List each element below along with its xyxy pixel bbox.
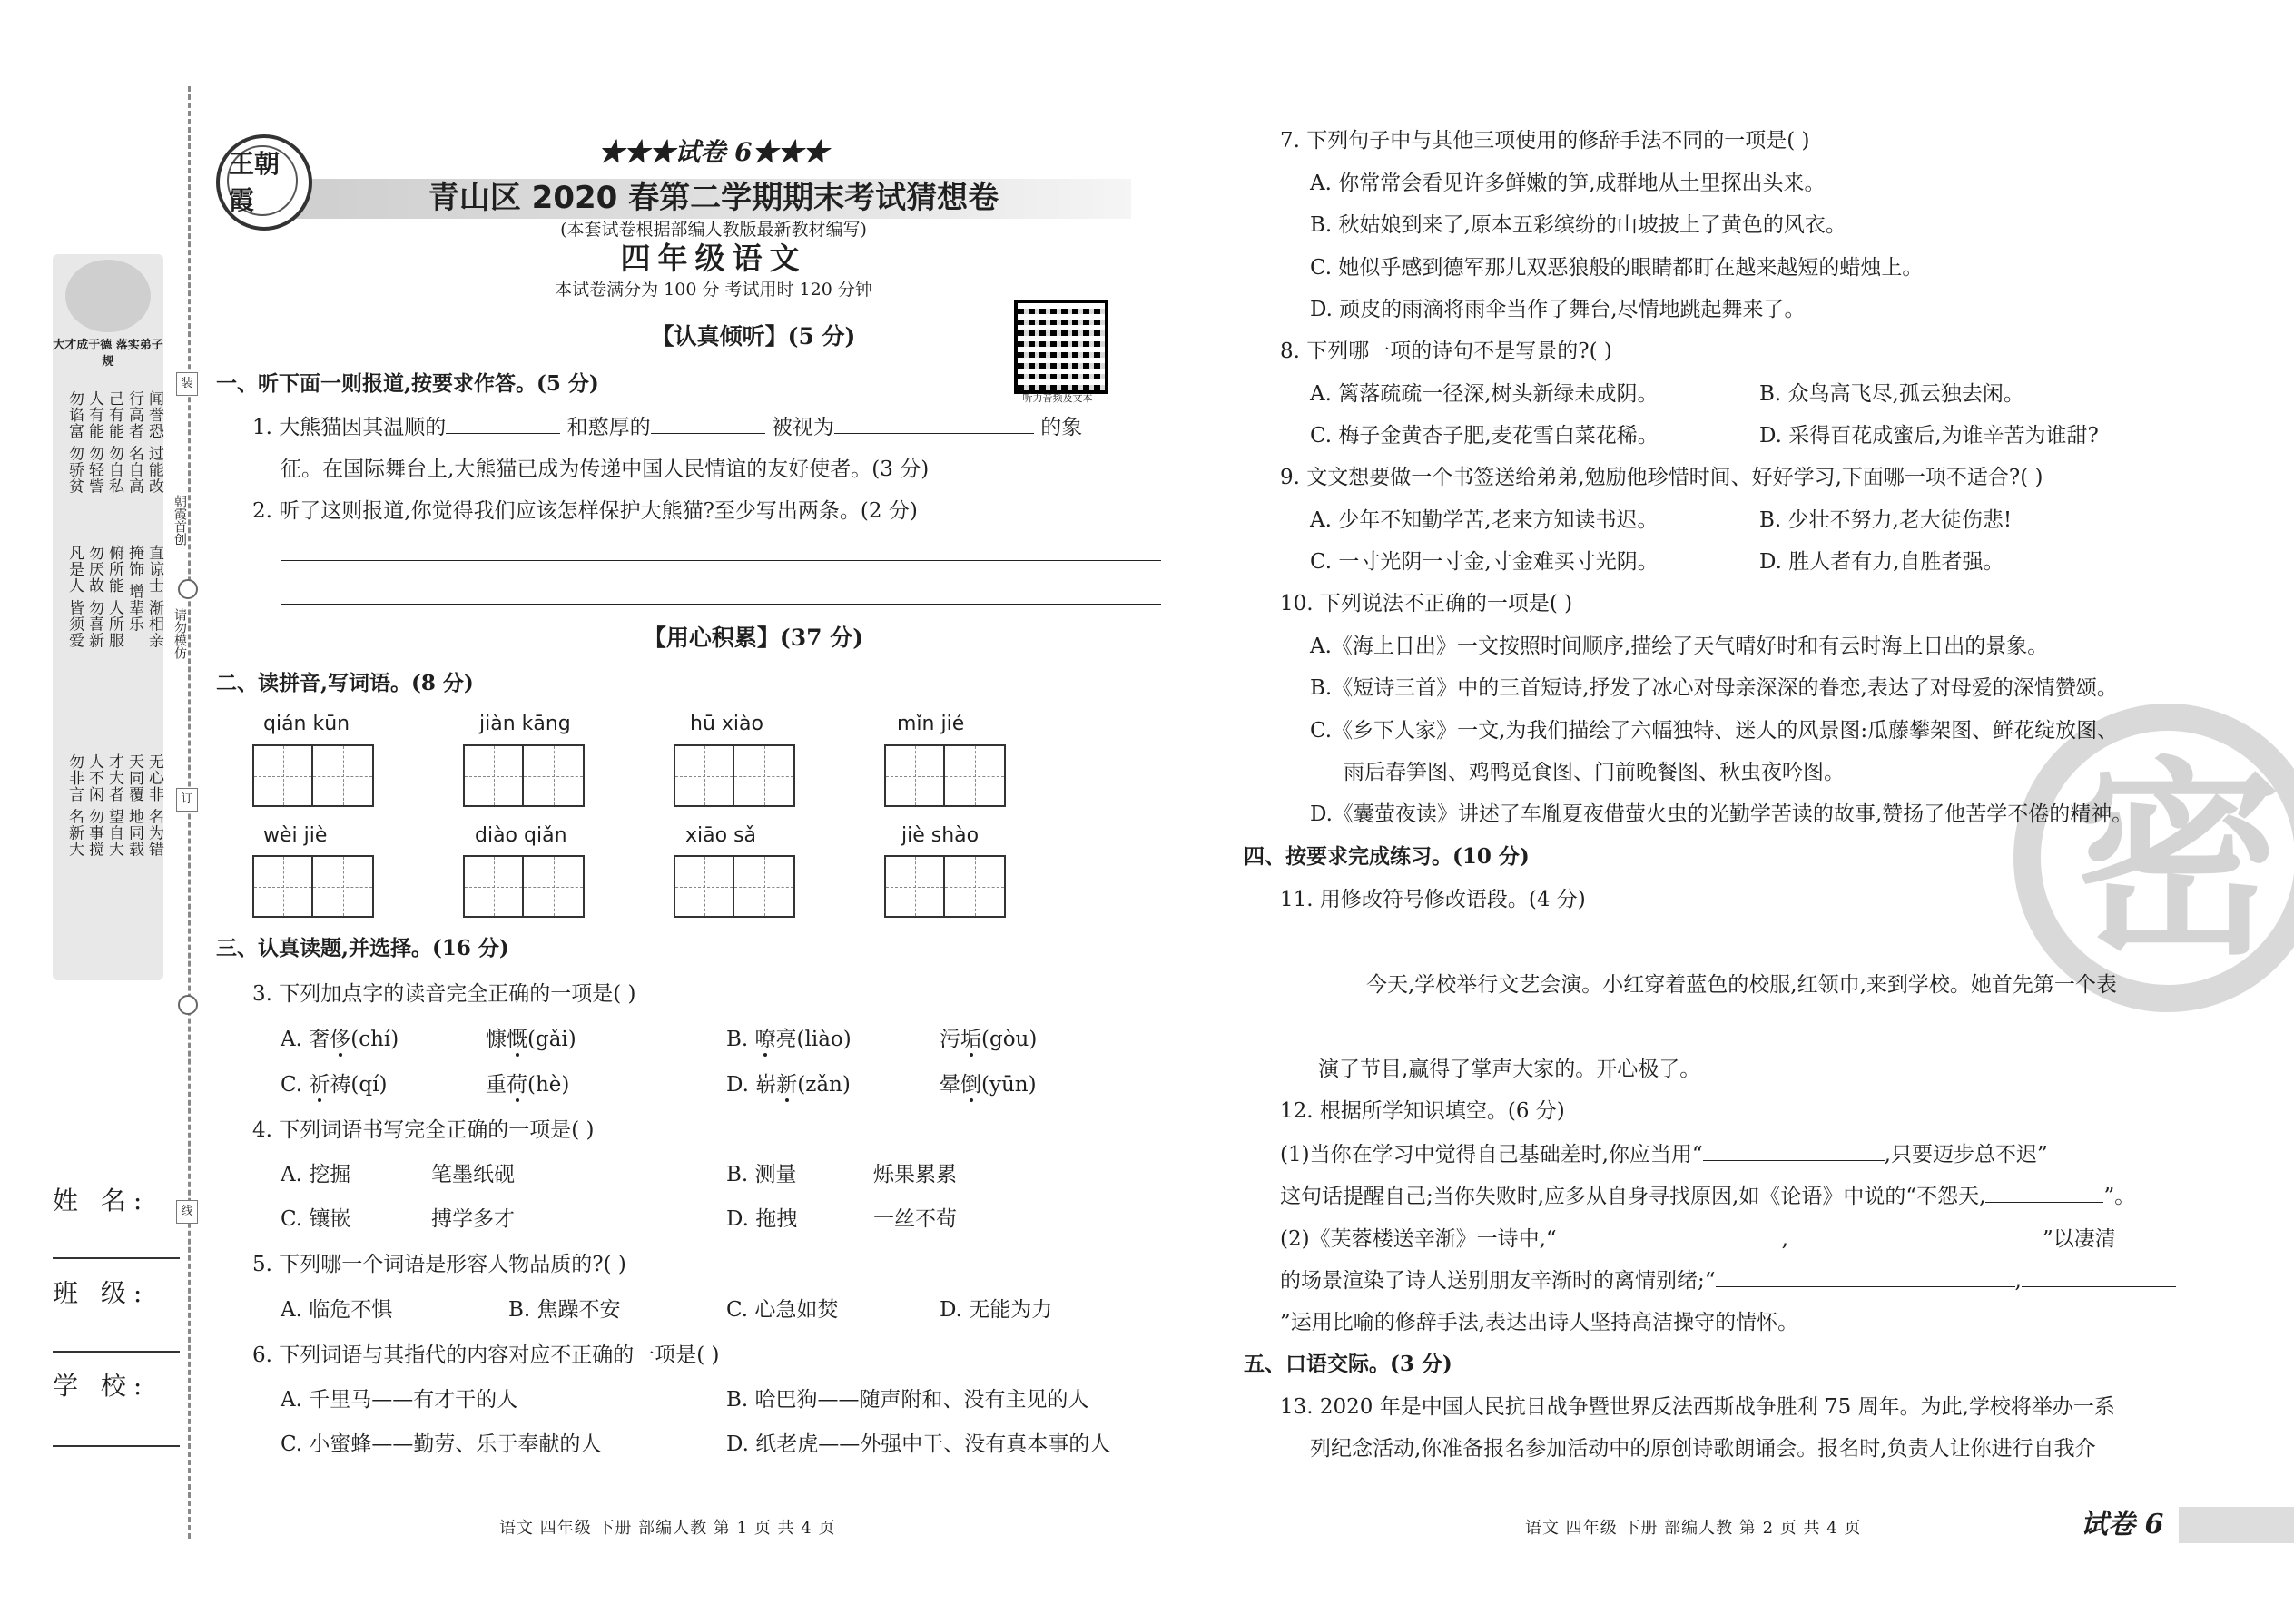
pinyin: qián kūn <box>263 713 350 735</box>
q6-option-d[interactable]: D. 纸老虎——外强中干、没有真本事的人 <box>726 1432 1111 1456</box>
writing-grid[interactable] <box>674 744 795 807</box>
q3-option-d[interactable]: D. 崭新(zǎn) <box>726 1073 851 1097</box>
q4-option-a2: 笔墨纸砚 <box>431 1163 515 1186</box>
q7-option-a[interactable]: A. 你常常会看见许多鲜嫩的笋,成群地从土里探出头来。 <box>1310 172 1826 195</box>
motto-column: 闻誉恐 过能改 <box>145 390 163 495</box>
q3: 3. 下列加点字的读音完全正确的一项是( ) <box>252 982 636 1006</box>
scholar-illustration <box>65 260 151 332</box>
q4-option-c[interactable]: C. 镶嵌 <box>281 1207 351 1231</box>
writing-grid[interactable] <box>252 855 374 918</box>
q8-option-c[interactable]: C. 梅子金黄杏子肥,麦花雪白菜花稀。 <box>1310 424 1659 448</box>
q10-option-c[interactable]: C.《乡下人家》一文,为我们描绘了六幅独特、迷人的风景图:瓜藤攀架图、鲜花绽放图、 <box>1310 719 2119 743</box>
q9-option-a[interactable]: A. 少年不知勤学苦,老来方知读书迟。 <box>1310 508 1659 532</box>
strip-text: 朝霞首创 <box>172 495 187 546</box>
q8-option-d[interactable]: D. 采得百花成蜜后,为谁辛苦为谁甜? <box>1759 424 2099 448</box>
pinyin: hū xiào <box>690 713 763 735</box>
motto-column: 行高者 名自高 <box>125 390 143 495</box>
q2: 2. 听了这则报道,你觉得我们应该怎样保护大熊猫?至少写出两条。(2 分) <box>252 499 918 523</box>
q9-option-d[interactable]: D. 胜人者有力,自胜者强。 <box>1759 550 2004 574</box>
binding-tag: 线 <box>176 1200 198 1224</box>
q3-option-a2: 慷慨(gǎi) <box>486 1028 576 1051</box>
q3-option-c2: 重荷(hè) <box>486 1073 570 1097</box>
q6-option-b[interactable]: B. 哈巴狗——随声附和、没有主见的人 <box>726 1388 1089 1412</box>
motto-column: 俯所能 人所服 <box>105 545 123 649</box>
q7-option-c[interactable]: C. 她似乎感到德军那儿双恶狼般的眼睛都盯在越来越短的蜡烛上。 <box>1310 256 1924 280</box>
pinyin: xiāo sǎ <box>685 824 757 847</box>
motto-column: 掩饰 增辈乐 <box>125 545 143 633</box>
motto-column: 天同覆 地同载 <box>125 753 143 858</box>
motto-column: 人有能 勿轻訾 <box>85 390 103 495</box>
binding-line <box>188 86 191 1539</box>
qr-code-icon[interactable] <box>1014 300 1108 394</box>
q3-option-c[interactable]: C. 祈祷(qí) <box>281 1073 388 1097</box>
writing-grid[interactable] <box>463 855 585 918</box>
q10-option-a[interactable]: A.《海上日出》一文按照时间顺序,描绘了天气晴好时和有云时海上日出的景象。 <box>1310 635 2049 658</box>
q4-option-a[interactable]: A. 挖掘 <box>281 1163 351 1186</box>
part-listening: 【认真倾听】(5 分) <box>651 323 856 349</box>
q12-part2-cont: 的场景渲染了诗人送别朋友辛渐时的离情别绪;“ , <box>1280 1266 2176 1294</box>
q5-option-c[interactable]: C. 心急如焚 <box>726 1298 839 1322</box>
binding-hole <box>178 995 198 1015</box>
q10-option-c-cont: 雨后春笋图、鸡鸭觅食图、门前晚餐图、秋虫夜吟图。 <box>1344 761 1845 784</box>
writing-grid[interactable] <box>884 855 1006 918</box>
q11: 11. 用修改符号修改语段。(4 分) <box>1280 888 1586 911</box>
logo-text: 王朝霞 <box>227 145 298 216</box>
q8-option-b[interactable]: B. 众鸟高飞尽,孤云独去闲。 <box>1759 382 2024 406</box>
corner-band <box>2179 1507 2294 1543</box>
q9: 9. 文文想要做一个书签送给弟弟,勉励他珍惜时间、好好学习,下面哪一项不适合?( ) <box>1280 466 2043 489</box>
q12-part1: (1)当你在学习中觉得自己基础差时,你应当用“ ,只要迈步总不迟” <box>1280 1140 2048 1168</box>
q9-option-b[interactable]: B. 少壮不努力,老大徒伤悲! <box>1759 508 2013 532</box>
score-info: 本试卷满分为 100 分 考试用时 120 分钟 <box>555 280 872 300</box>
q1-cont: 征。在国际舞台上,大熊猫已成为传递中国人民情谊的友好使者。(3 分) <box>281 458 930 481</box>
part-accumulation: 【用心积累】(37 分) <box>643 625 864 651</box>
q5-option-b[interactable]: B. 焦躁不安 <box>508 1298 621 1322</box>
q11-passage-line2[interactable]: 演了节目,赢得了掌声大家的。开心极了。 <box>1318 1058 1701 1081</box>
q10-option-b[interactable]: B.《短诗三首》中的三首短诗,抒发了冰心对母亲深深的眷恋,表达了对母爱的深情赞颂。 <box>1310 676 2118 700</box>
q13: 13. 2020 年是中国人民抗日战争暨世界反法西斯战争胜利 75 周年。为此,学校将举办一系 <box>1280 1395 2115 1419</box>
q12: 12. 根据所学知识填空。(6 分) <box>1280 1099 1565 1123</box>
binding-tag: 装 <box>176 372 198 396</box>
section-1: 一、听下面一则报道,按要求作答。(5 分) <box>216 371 599 396</box>
exam-subject: 四年级语文 <box>620 241 807 276</box>
section-4: 四、按要求完成练习。(10 分) <box>1244 844 1530 869</box>
q9-option-c[interactable]: C. 一寸光阴一寸金,寸金难买寸光阴。 <box>1310 550 1659 574</box>
q5: 5. 下列哪一个词语是形容人物品质的?( ) <box>252 1253 626 1276</box>
exam-title: 青山区 2020 春第二学期期末考试猜想卷 <box>428 180 999 216</box>
page-footer-right: 语文 四年级 下册 部编人教 第 2 页 共 4 页 <box>1525 1519 1862 1538</box>
q11-passage-line1[interactable]: 今天,学校举行文艺会演。小红穿着蓝色的校服,红领巾,来到学校。她首先第一个表 <box>1366 973 2117 997</box>
q12-part2-end: ”运用比喻的修辞手法,表达出诗人坚持高洁操守的情怀。 <box>1280 1311 1799 1334</box>
name-label: 姓 名: <box>53 1186 150 1216</box>
motto-column: 无心非 名为错 <box>145 753 163 858</box>
q4-option-b2: 烁果累累 <box>873 1163 957 1186</box>
q3-option-d2: 晕倒(yūn) <box>940 1073 1037 1097</box>
q4-option-b[interactable]: B. 测量 <box>726 1163 797 1186</box>
writing-grid[interactable] <box>884 744 1006 807</box>
motto-column: 人不闲 勿事搅 <box>85 753 103 858</box>
binding-hole <box>178 579 198 599</box>
pinyin: diào qiǎn <box>475 824 567 847</box>
q4-option-d2: 一丝不茍 <box>873 1207 957 1231</box>
q8-option-a[interactable]: A. 篱落疏疏一径深,树头新绿未成阴。 <box>1310 382 1659 406</box>
class-field[interactable] <box>53 1351 180 1353</box>
q4-option-c2: 搏学多才 <box>431 1207 515 1231</box>
motto-column: 勿非言 名新大 <box>65 753 84 858</box>
paper-number: ★★★试卷 6★★★ <box>598 137 829 167</box>
q8: 8. 下列哪一项的诗句不是写景的?( ) <box>1280 340 1612 363</box>
q7: 7. 下列句子中与其他三项使用的修辞手法不同的一项是( ) <box>1280 129 1810 153</box>
school-label: 学 校: <box>53 1371 150 1401</box>
watermark-text: 密 <box>2072 741 2281 983</box>
q1: 1. 大熊猫因其温顺的 和憨厚的 被视为 的象 <box>252 413 1082 441</box>
motto-column: 直谅士 渐相亲 <box>145 545 163 649</box>
exam-note: (本套试卷根据部编人教版最新教材编写) <box>560 220 867 240</box>
motto-head: 大才成于德 落实弟子规 <box>53 339 163 369</box>
q3-option-a[interactable]: A. 奢侈(chí) <box>281 1028 399 1051</box>
section-5: 五、口语交际。(3 分) <box>1244 1352 1452 1376</box>
q6: 6. 下列词语与其指代的内容对应不正确的一项是( ) <box>252 1343 720 1367</box>
q4: 4. 下列词语书写完全正确的一项是( ) <box>252 1118 595 1142</box>
writing-grid[interactable] <box>674 855 795 918</box>
strip-text: 请勿模仿 <box>172 608 187 659</box>
q6-option-c[interactable]: C. 小蜜蜂——勤劳、乐于奉献的人 <box>281 1432 602 1456</box>
pinyin: jiè shào <box>901 824 980 847</box>
paper-corner-label: 试卷 6 <box>2081 1509 2164 1540</box>
school-field[interactable] <box>53 1445 180 1447</box>
answer-line[interactable] <box>281 560 1161 561</box>
section-2: 二、读拼音,写词语。(8 分) <box>216 671 474 695</box>
motto-column: 勿厌故 勿喜新 <box>85 545 103 649</box>
class-label: 班 级: <box>53 1278 150 1308</box>
q7-option-d[interactable]: D. 顽皮的雨滴将雨伞当作了舞台,尽情地跳起舞来了。 <box>1310 298 1806 321</box>
pinyin: wèi jiè <box>263 824 328 847</box>
section-3: 三、认真读题,并选择。(16 分) <box>216 936 509 960</box>
q7-option-b[interactable]: B. 秋姑娘到来了,原本五彩缤纷的山坡披上了黄色的风衣。 <box>1310 213 1846 237</box>
page-footer-left: 语文 四年级 下册 部编人教 第 1 页 共 4 页 <box>499 1519 836 1538</box>
motto-column: 凡是人 皆须爱 <box>65 545 84 649</box>
q13-cont: 列纪念活动,你准备报名参加活动中的原创诗歌朗诵会。报名时,负责人让你进行自我介 <box>1310 1437 2096 1461</box>
binding-tag: 订 <box>176 788 198 812</box>
q10-option-d[interactable]: D.《囊萤夜读》讲述了车胤夏夜借萤火虫的光勤学苦读的故事,赞扬了他苦学不倦的精神。 <box>1310 802 2133 826</box>
motto-column: 己有能 勿自私 <box>105 390 123 495</box>
motto-column: 勿谄富 勿骄贫 <box>65 390 84 495</box>
pinyin: mǐn jié <box>897 713 965 735</box>
q10: 10. 下列说法不正确的一项是( ) <box>1280 592 1573 615</box>
q4-option-d[interactable]: D. 拖拽 <box>726 1207 798 1231</box>
q3-option-b[interactable]: B. 嘹亮(liào) <box>726 1028 852 1051</box>
writing-grid[interactable] <box>252 744 374 807</box>
pinyin: jiàn kāng <box>479 713 571 735</box>
q3-option-b2: 污垢(gòu) <box>940 1028 1038 1051</box>
q5-option-d[interactable]: D. 无能为力 <box>940 1298 1053 1322</box>
qr-caption: 听力音频及文本 <box>1022 392 1093 404</box>
q5-option-a[interactable]: A. 临危不惧 <box>281 1298 393 1322</box>
q12-part2: (2)《芙蓉楼送辛渐》一诗中,“ , ”以凄清 <box>1280 1225 2116 1253</box>
writing-grid[interactable] <box>463 744 585 807</box>
name-field[interactable] <box>53 1257 180 1259</box>
motto-column: 才大者 望自大 <box>105 753 123 858</box>
q6-option-a[interactable]: A. 千里马——有才干的人 <box>281 1388 518 1412</box>
q12-part1-cont: 这句话提醒自己;当你失败时,应多从自身寻找原因,如《论语》中说的“不怨天, ”。 <box>1280 1182 2135 1210</box>
answer-line[interactable] <box>281 604 1161 605</box>
